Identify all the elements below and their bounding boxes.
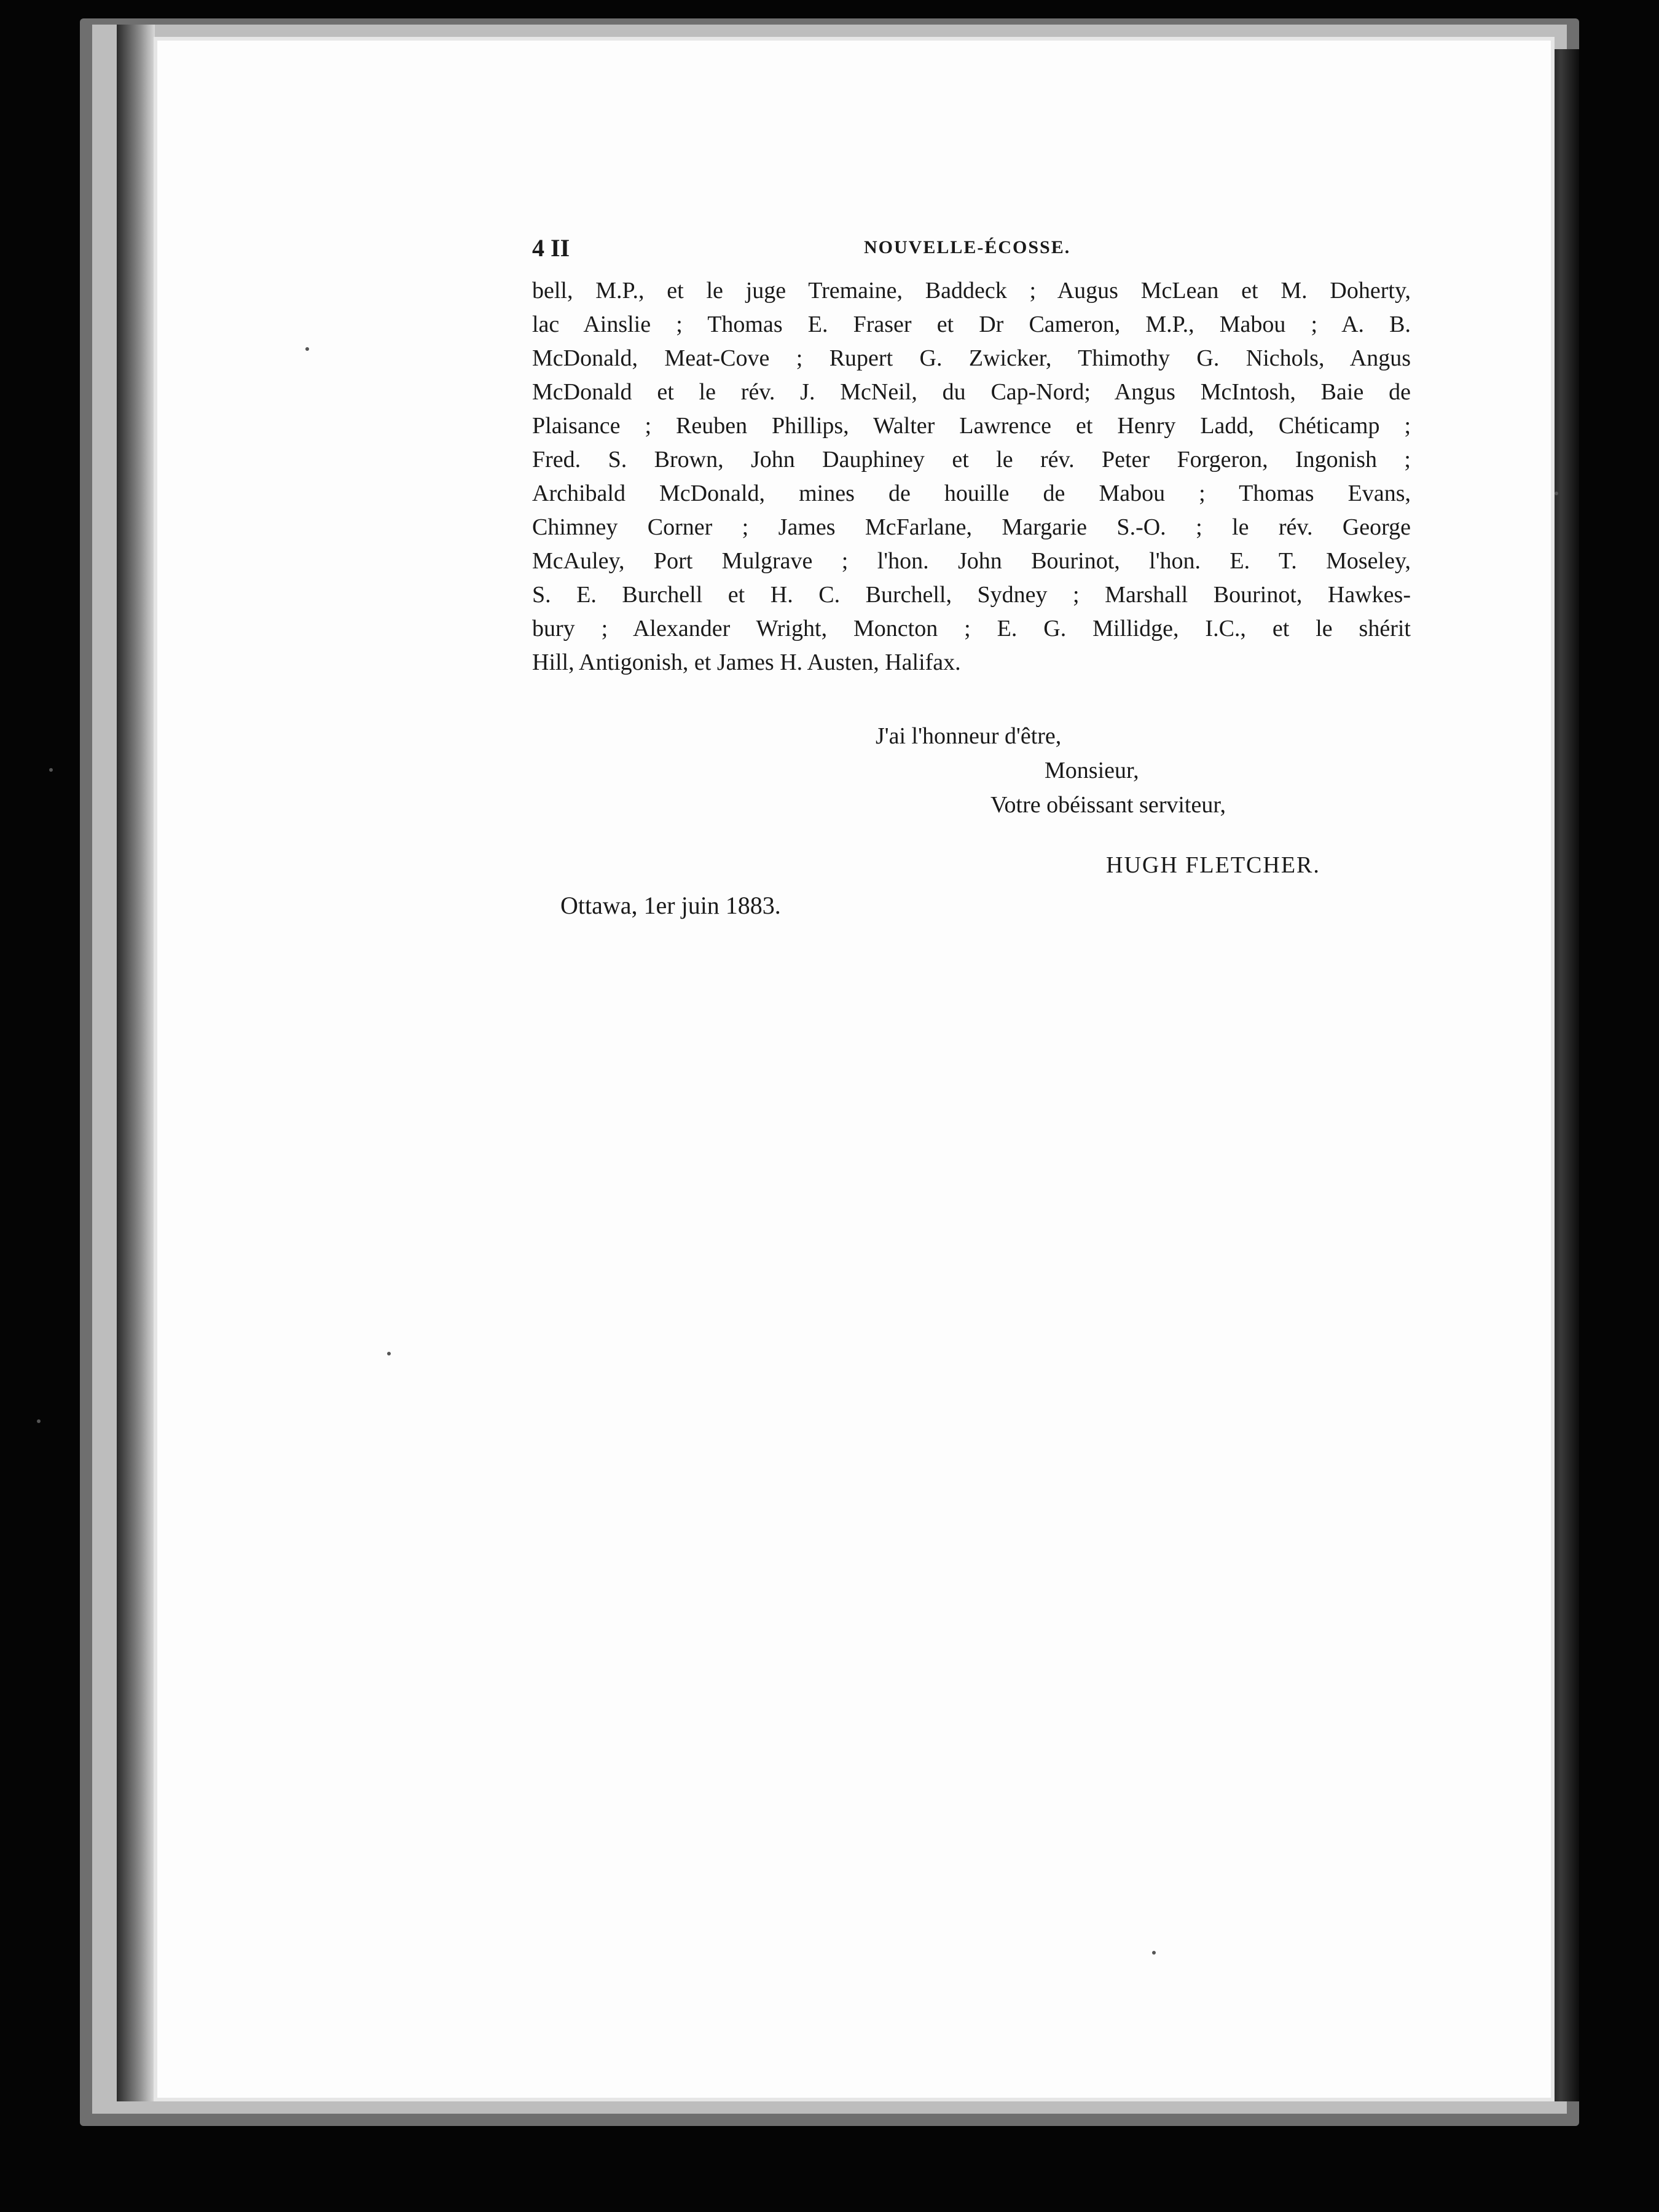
body-line: S. E. Burchell et H. C. Burchell, Sydney ; Marshall Bourinot, Hawkes- (532, 582, 1411, 608)
scan-speck (305, 347, 309, 351)
body-line: lac Ainslie ; Thomas E. Fraser et Dr Cameron, M.P., Mabou ; A. B. (532, 312, 1411, 337)
running-head-title: NOUVELLE-ÉCOSSE. (864, 237, 1071, 257)
body-line: bell, M.P., et le juge Tremaine, Baddeck ; Augus McLean et M. Doherty, (532, 278, 1411, 304)
body-line: Fred. S. Brown, John Dauphiney et le rév. Peter Forgeron, Ingonish ; (532, 447, 1411, 473)
text-block (532, 233, 1411, 680)
body-line: bury ; Alexander Wright, Moncton ; E. G. Millidge, I.C., et le shérit (532, 616, 1411, 641)
body-line: McAuley, Port Mulgrave ; l'hon. John Bourinot, l'hon. E. T. Moseley, (532, 548, 1411, 574)
scan-speck (1555, 492, 1558, 495)
page-left-border (117, 25, 155, 2101)
closing-sign-off: Votre obéissant serviteur, (990, 792, 1226, 818)
body-line: Hill, Antigonish, et James H. Austen, Halifax. (532, 649, 961, 675)
running-head (532, 233, 1411, 270)
body-line: McDonald, Meat-Cove ; Rupert G. Zwicker, Thimothy G. Nichols, Angus (532, 345, 1411, 371)
body-line: Chimney Corner ; James McFarlane, Margarie S.-O. ; le rév. George (532, 514, 1411, 540)
body-paragraph (532, 274, 1411, 680)
signature: HUGH FLETCHER. (1106, 852, 1320, 878)
closing-address: Monsieur, (1045, 758, 1139, 783)
closing-salutation: J'ai l'honneur d'être, (876, 723, 1062, 749)
scan-speck (49, 768, 53, 772)
scan-speck (1152, 1951, 1156, 1955)
place-date: Ottawa, 1er juin 1883. (560, 892, 781, 919)
page-number: 4 II (532, 234, 570, 262)
body-line: McDonald et le rév. J. McNeil, du Cap-Nord; Angus McIntosh, Baie de (532, 379, 1411, 405)
body-line: Archibald McDonald, mines de houille de Mabou ; Thomas Evans, (532, 480, 1411, 506)
scan-speck (37, 1419, 41, 1423)
body-line: Plaisance ; Reuben Phillips, Walter Lawrence et Henry Ladd, Chéticamp ; (532, 413, 1411, 439)
scan-speck (387, 1352, 391, 1355)
